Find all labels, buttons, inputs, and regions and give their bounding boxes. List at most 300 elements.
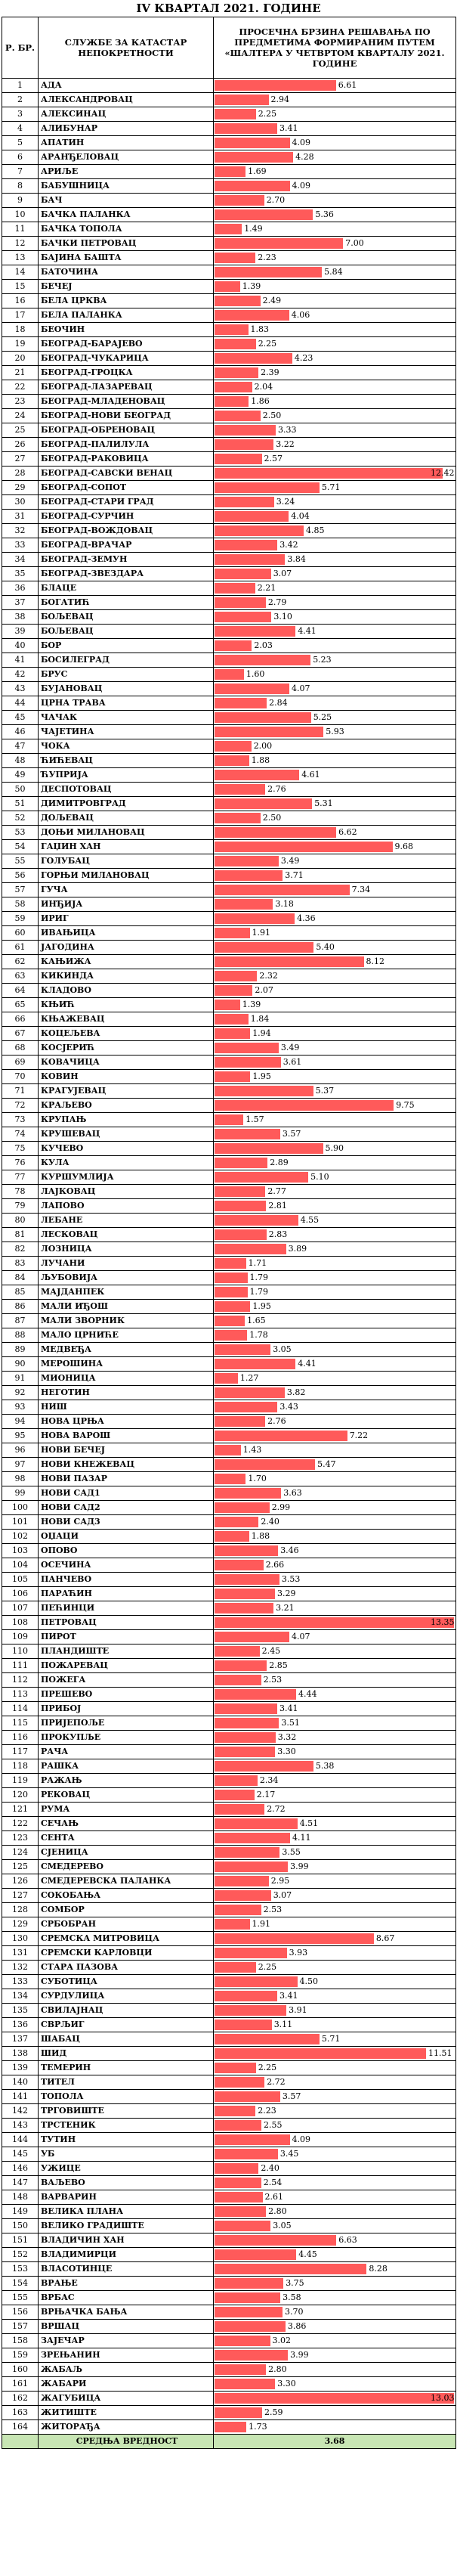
speed-value: 3.42 <box>279 540 298 550</box>
service-name: ЉУБОВИЈА <box>39 1271 214 1285</box>
row-number: 54 <box>2 840 39 854</box>
table-row <box>2 337 456 352</box>
speed-value: 3.46 <box>280 1545 299 1555</box>
table-header-row <box>2 17 456 79</box>
speed-bar <box>215 2120 261 2131</box>
speed-bar <box>215 1962 256 1973</box>
speed-value: 2.72 <box>267 1804 286 1814</box>
service-name: МАЈДАНПЕК <box>39 1285 214 1300</box>
speed-value: 2.59 <box>264 2407 283 2417</box>
speed-cell <box>214 1170 456 1185</box>
row-number: 26 <box>2 438 39 452</box>
table-row <box>2 2119 456 2133</box>
row-number: 56 <box>2 869 39 883</box>
table-row <box>2 179 456 194</box>
service-name: БАЧКИ ПЕТРОВАЦ <box>39 237 214 251</box>
speed-value: 2.85 <box>269 1660 288 1670</box>
service-name: ВРЊАЧКА БАЊА <box>39 2305 214 2320</box>
table-row <box>2 1271 456 1285</box>
table-row <box>2 538 456 553</box>
summary-row <box>2 2435 456 2449</box>
row-number: 5 <box>2 136 39 150</box>
speed-bar <box>215 138 290 148</box>
speed-cell <box>214 2119 456 2133</box>
table-row <box>2 122 456 136</box>
service-name: ВЕЛИКА ПЛАНА <box>39 2205 214 2219</box>
speed-cell <box>214 467 456 481</box>
speed-cell <box>214 237 456 251</box>
speed-bar <box>215 640 252 651</box>
speed-bar <box>215 2077 264 2088</box>
speed-bar <box>215 1905 261 1915</box>
speed-bar <box>215 2307 283 2317</box>
speed-cell <box>214 668 456 682</box>
row-number: 55 <box>2 854 39 869</box>
row-number: 134 <box>2 1989 39 2004</box>
row-number: 72 <box>2 1099 39 1113</box>
service-name: РАЖАЊ <box>39 1774 214 1788</box>
header-row-number: Р. БР. <box>2 17 39 79</box>
speed-value: 4.07 <box>292 1632 310 1641</box>
speed-bar <box>215 1617 454 1628</box>
service-name: СВРЉИГ <box>39 2018 214 2032</box>
speed-cell <box>214 136 456 150</box>
service-name: КЊИЋ <box>39 998 214 1012</box>
row-number: 74 <box>2 1127 39 1142</box>
speed-cell <box>214 1257 456 1271</box>
speed-value: 4.36 <box>297 913 316 923</box>
speed-bar <box>215 655 310 665</box>
speed-cell <box>214 639 456 653</box>
table-row <box>2 668 456 682</box>
table-row <box>2 1673 456 1688</box>
speed-value: 4.06 <box>291 310 310 320</box>
speed-value: 1.79 <box>249 1273 268 1282</box>
row-number: 64 <box>2 984 39 998</box>
speed-value: 2.80 <box>268 2364 287 2374</box>
speed-bar <box>215 1459 315 1470</box>
speed-bar <box>215 540 277 550</box>
service-name: КРУПАЊ <box>39 1113 214 1127</box>
table-row <box>2 2305 456 2320</box>
speed-bar <box>215 123 277 134</box>
speed-value: 1.84 <box>250 1014 270 1024</box>
speed-value: 2.25 <box>258 109 277 119</box>
row-number: 127 <box>2 1889 39 1903</box>
speed-bar <box>215 1071 250 1082</box>
row-number: 43 <box>2 682 39 696</box>
row-number: 38 <box>2 610 39 625</box>
speed-cell <box>214 696 456 711</box>
row-number: 90 <box>2 1357 39 1372</box>
service-name: ВРШАЦ <box>39 2320 214 2334</box>
table-row <box>2 1099 456 1113</box>
row-number: 76 <box>2 1156 39 1170</box>
speed-cell <box>214 567 456 581</box>
row-number: 141 <box>2 2090 39 2104</box>
speed-value: 3.30 <box>277 2379 296 2388</box>
service-name: КУЛА <box>39 1156 214 1170</box>
speed-value: 1.43 <box>242 1445 262 1455</box>
service-name: ЛУЧАНИ <box>39 1257 214 1271</box>
speed-cell <box>214 1012 456 1027</box>
table-row <box>2 1228 456 1242</box>
service-name: ПРЕШЕВО <box>39 1688 214 1702</box>
table-row <box>2 165 456 179</box>
table-row <box>2 2320 456 2334</box>
table-row <box>2 2190 456 2205</box>
speed-cell <box>214 1113 456 1127</box>
table-row <box>2 1027 456 1041</box>
row-number: 131 <box>2 1946 39 1961</box>
header-average-speed: ПРОСЕЧНА БРЗИНА РЕШАВАЊА ПО ПРЕДМЕТИМА ФОРМИРАНИМ ПУТЕМ «ШАЛТЕРА У ЧЕТВРТОМ КВАРТАЛУ 2021. ГОДИНЕ <box>214 17 456 79</box>
table-row <box>2 2075 456 2090</box>
service-name: ИВАЊИЦА <box>39 926 214 941</box>
speed-value: 2.80 <box>268 2206 287 2216</box>
speed-value: 2.84 <box>269 698 288 708</box>
row-number: 113 <box>2 1688 39 1702</box>
speed-bar <box>215 1316 245 1326</box>
speed-bar <box>215 1646 260 1657</box>
service-name: ЛЕСКОВАЦ <box>39 1228 214 1242</box>
row-number: 91 <box>2 1372 39 1386</box>
row-number: 144 <box>2 2133 39 2147</box>
table-row <box>2 2205 456 2219</box>
table-row <box>2 2176 456 2190</box>
speed-cell <box>214 1616 456 1630</box>
document-title: IV КВАРТАЛ 2021. ГОДИНЕ <box>136 2 321 15</box>
row-number: 70 <box>2 1070 39 1084</box>
speed-bar <box>215 684 289 694</box>
speed-value: 4.09 <box>292 181 310 191</box>
table-row <box>2 366 456 380</box>
service-name: ВАРВАРИН <box>39 2190 214 2205</box>
speed-bar <box>215 1603 273 1613</box>
speed-cell <box>214 79 456 93</box>
service-name: ПОЖАРЕВАЦ <box>39 1659 214 1673</box>
table-row <box>2 682 456 696</box>
speed-bar <box>215 382 252 392</box>
speed-bar <box>215 1675 261 1685</box>
speed-cell <box>214 1961 456 1975</box>
speed-bar <box>215 1043 279 1053</box>
speed-value: 5.40 <box>316 942 335 952</box>
service-name: ПРИЈЕПОЉЕ <box>39 1716 214 1731</box>
table-row <box>2 2233 456 2248</box>
speed-cell <box>214 1889 456 1903</box>
table-row <box>2 1012 456 1027</box>
speed-bar <box>215 798 312 809</box>
speed-bar <box>215 1632 289 1642</box>
speed-cell <box>214 1070 456 1084</box>
speed-cell <box>214 811 456 826</box>
row-number: 47 <box>2 739 39 754</box>
service-name: КИКИНДА <box>39 969 214 984</box>
speed-bar <box>215 612 271 622</box>
row-number: 98 <box>2 1472 39 1486</box>
speed-cell <box>214 682 456 696</box>
table-row <box>2 2090 456 2104</box>
row-number: 50 <box>2 783 39 797</box>
speed-bar <box>215 238 343 249</box>
row-number: 109 <box>2 1630 39 1644</box>
speed-value: 7.00 <box>345 238 364 248</box>
table-row <box>2 1530 456 1544</box>
speed-cell <box>214 1099 456 1113</box>
service-name: ПРИБОЈ <box>39 1702 214 1716</box>
speed-cell <box>214 1803 456 1817</box>
row-number: 44 <box>2 696 39 711</box>
speed-bar <box>215 2034 320 2044</box>
row-number: 130 <box>2 1932 39 1946</box>
service-name: КОВИН <box>39 1070 214 1084</box>
speed-cell <box>214 1501 456 1515</box>
speed-cell <box>214 2162 456 2176</box>
speed-cell <box>214 423 456 438</box>
speed-bar <box>215 2106 255 2116</box>
speed-cell <box>214 826 456 840</box>
table-row <box>2 2061 456 2075</box>
service-name: НОВА ВАРОШ <box>39 1429 214 1443</box>
speed-value: 5.36 <box>315 209 334 219</box>
table-row <box>2 2032 456 2047</box>
service-name: СЈЕНИЦА <box>39 1846 214 1860</box>
service-name: БЕЛА ПАЛАНКА <box>39 308 214 323</box>
service-name: ЗАЈЕЧАР <box>39 2334 214 2348</box>
row-number: 1 <box>2 79 39 93</box>
speed-cell <box>214 1989 456 2004</box>
row-number: 42 <box>2 668 39 682</box>
row-number: 100 <box>2 1501 39 1515</box>
service-name: НОВИ ПАЗАР <box>39 1472 214 1486</box>
speed-cell <box>214 366 456 380</box>
speed-bar <box>215 1057 281 1068</box>
table-row <box>2 2291 456 2305</box>
speed-value: 5.31 <box>314 798 333 808</box>
table-row <box>2 481 456 495</box>
speed-bar <box>215 770 299 780</box>
service-name: ШИД <box>39 2047 214 2061</box>
speed-value: 2.57 <box>264 454 283 463</box>
row-number: 62 <box>2 955 39 969</box>
speed-cell <box>214 2363 456 2377</box>
speed-bar <box>215 454 262 464</box>
speed-bar <box>215 755 249 766</box>
service-name: БЕОГРАД-ВРАЧАР <box>39 538 214 553</box>
speed-cell <box>214 2277 456 2291</box>
service-name: БЕОГРАД-СОПОТ <box>39 481 214 495</box>
speed-bar <box>215 1589 275 1599</box>
speed-value: 2.39 <box>261 367 279 377</box>
table-row <box>2 768 456 783</box>
row-number: 145 <box>2 2147 39 2162</box>
speed-cell <box>214 897 456 912</box>
service-name: МИОНИЦА <box>39 1372 214 1386</box>
speed-bar <box>215 2249 296 2260</box>
table-row <box>2 897 456 912</box>
service-name: СМЕДЕРЕВО <box>39 1860 214 1874</box>
speed-value: 5.93 <box>326 727 344 736</box>
table-row <box>2 1242 456 1257</box>
speed-bar <box>215 95 269 105</box>
speed-cell <box>214 1372 456 1386</box>
speed-bar <box>215 181 290 191</box>
speed-bar <box>215 956 364 967</box>
service-name: СЕЧАЊ <box>39 1817 214 1831</box>
table-row <box>2 926 456 941</box>
speed-value: 1.83 <box>250 324 269 334</box>
service-name: БЕЛА ЦРКВА <box>39 294 214 308</box>
summary-value: 3.68 <box>214 2435 456 2449</box>
table-row <box>2 1142 456 1156</box>
service-name: ВЛАДИЧИН ХАН <box>39 2233 214 2248</box>
table-row <box>2 2277 456 2291</box>
speed-bar <box>215 296 261 306</box>
speed-cell <box>214 969 456 984</box>
row-number: 2 <box>2 93 39 107</box>
speed-value: 3.41 <box>279 1991 298 2001</box>
table-row <box>2 2018 456 2032</box>
table-row <box>2 998 456 1012</box>
speed-value: 1.71 <box>248 1258 267 1268</box>
speed-value: 3.86 <box>287 2321 307 2331</box>
table-row <box>2 1558 456 1573</box>
speed-bar <box>215 1948 287 1958</box>
table-row <box>2 395 456 409</box>
service-name: БЕОГРАД-СТАРИ ГРАД <box>39 495 214 510</box>
speed-bar <box>215 2264 366 2274</box>
speed-value: 2.99 <box>271 1502 291 1512</box>
speed-value: 3.11 <box>273 2020 293 2029</box>
service-name: ПИРОТ <box>39 1630 214 1644</box>
speed-bar <box>215 1273 248 1283</box>
speed-cell <box>214 1472 456 1486</box>
service-name: ТОПОЛА <box>39 2090 214 2104</box>
table-row <box>2 1946 456 1961</box>
speed-value: 3.41 <box>279 1703 298 1713</box>
speed-bar <box>215 1861 288 1872</box>
table-row <box>2 2047 456 2061</box>
speed-bar <box>215 468 443 479</box>
speed-value: 9.68 <box>394 842 413 851</box>
table-row <box>2 93 456 107</box>
speed-cell <box>214 380 456 395</box>
service-name: ИРИГ <box>39 912 214 926</box>
speed-bar <box>215 885 350 895</box>
service-name: ТРГОВИШТЕ <box>39 2104 214 2119</box>
table-row <box>2 495 456 510</box>
service-name: ЛОЗНИЦА <box>39 1242 214 1257</box>
row-number: 69 <box>2 1056 39 1070</box>
speed-value: 3.24 <box>276 497 295 507</box>
speed-bar <box>215 1402 277 1412</box>
speed-value: 2.23 <box>258 2106 276 2116</box>
speed-cell <box>214 2348 456 2363</box>
row-number: 152 <box>2 2248 39 2262</box>
table-row <box>2 1831 456 1846</box>
speed-cell <box>214 725 456 739</box>
row-number: 114 <box>2 1702 39 1716</box>
table-row <box>2 2262 456 2277</box>
table-row <box>2 1745 456 1759</box>
speed-cell <box>214 739 456 754</box>
speed-bar <box>215 1330 247 1341</box>
row-number: 103 <box>2 1544 39 1558</box>
speed-cell <box>214 955 456 969</box>
speed-bar <box>215 928 250 938</box>
row-number: 146 <box>2 2162 39 2176</box>
service-name: ЖИТИШТЕ <box>39 2406 214 2420</box>
row-number: 30 <box>2 495 39 510</box>
service-name: СУРДУЛИЦА <box>39 1989 214 2004</box>
speed-bar <box>215 1761 313 1772</box>
service-name: ДОЊИ МИЛАНОВАЦ <box>39 826 214 840</box>
service-name: МЕРОШИНА <box>39 1357 214 1372</box>
table-row <box>2 1400 456 1415</box>
speed-cell <box>214 2377 456 2392</box>
speed-value: 4.41 <box>298 626 317 636</box>
service-name: ГОЛУБАЦ <box>39 854 214 869</box>
speed-bar <box>215 870 283 881</box>
speed-cell <box>214 941 456 955</box>
table-row <box>2 265 456 280</box>
row-number: 75 <box>2 1142 39 1156</box>
speed-value: 2.25 <box>258 339 277 349</box>
table-row <box>2 1601 456 1616</box>
row-number: 107 <box>2 1601 39 1616</box>
table-row <box>2 639 456 653</box>
table-row <box>2 1889 456 1903</box>
table-row <box>2 1170 456 1185</box>
service-name: ПЛАНДИШТЕ <box>39 1644 214 1659</box>
service-name: НИШ <box>39 1400 214 1415</box>
table-row <box>2 984 456 998</box>
speed-bar <box>215 669 244 680</box>
table-row <box>2 409 456 423</box>
row-number: 51 <box>2 797 39 811</box>
service-name: ЖАБАРИ <box>39 2377 214 2392</box>
speed-bar <box>215 2206 266 2217</box>
table-row <box>2 452 456 467</box>
service-name: КРАГУЈЕВАЦ <box>39 1084 214 1099</box>
row-number: 29 <box>2 481 39 495</box>
service-name: БОЉЕВАЦ <box>39 625 214 639</box>
service-name: АЛЕКСАНДРОВАЦ <box>39 93 214 107</box>
table-row <box>2 912 456 926</box>
row-number: 139 <box>2 2061 39 2075</box>
row-number: 86 <box>2 1300 39 1314</box>
row-number: 116 <box>2 1731 39 1745</box>
service-name: ЛАЈКОВАЦ <box>39 1185 214 1199</box>
speed-cell <box>214 1127 456 1142</box>
speed-bar <box>215 339 256 349</box>
service-name: СУБОТИЦА <box>39 1975 214 1989</box>
speed-bar <box>215 267 322 277</box>
speed-value: 3.55 <box>282 1847 301 1857</box>
speed-value: 4.11 <box>292 1833 311 1843</box>
service-name: КЊАЖЕВАЦ <box>39 1012 214 1027</box>
speed-value: 2.25 <box>258 2063 277 2072</box>
speed-bar <box>215 1732 276 1743</box>
table-row <box>2 1774 456 1788</box>
service-name: БОГАТИЋ <box>39 596 214 610</box>
service-name: БАЧ <box>39 194 214 208</box>
speed-value: 3.93 <box>289 1948 308 1958</box>
table-row <box>2 2248 456 2262</box>
speed-value: 4.28 <box>295 152 314 162</box>
speed-value: 2.66 <box>265 1560 285 1570</box>
speed-cell <box>214 1228 456 1242</box>
